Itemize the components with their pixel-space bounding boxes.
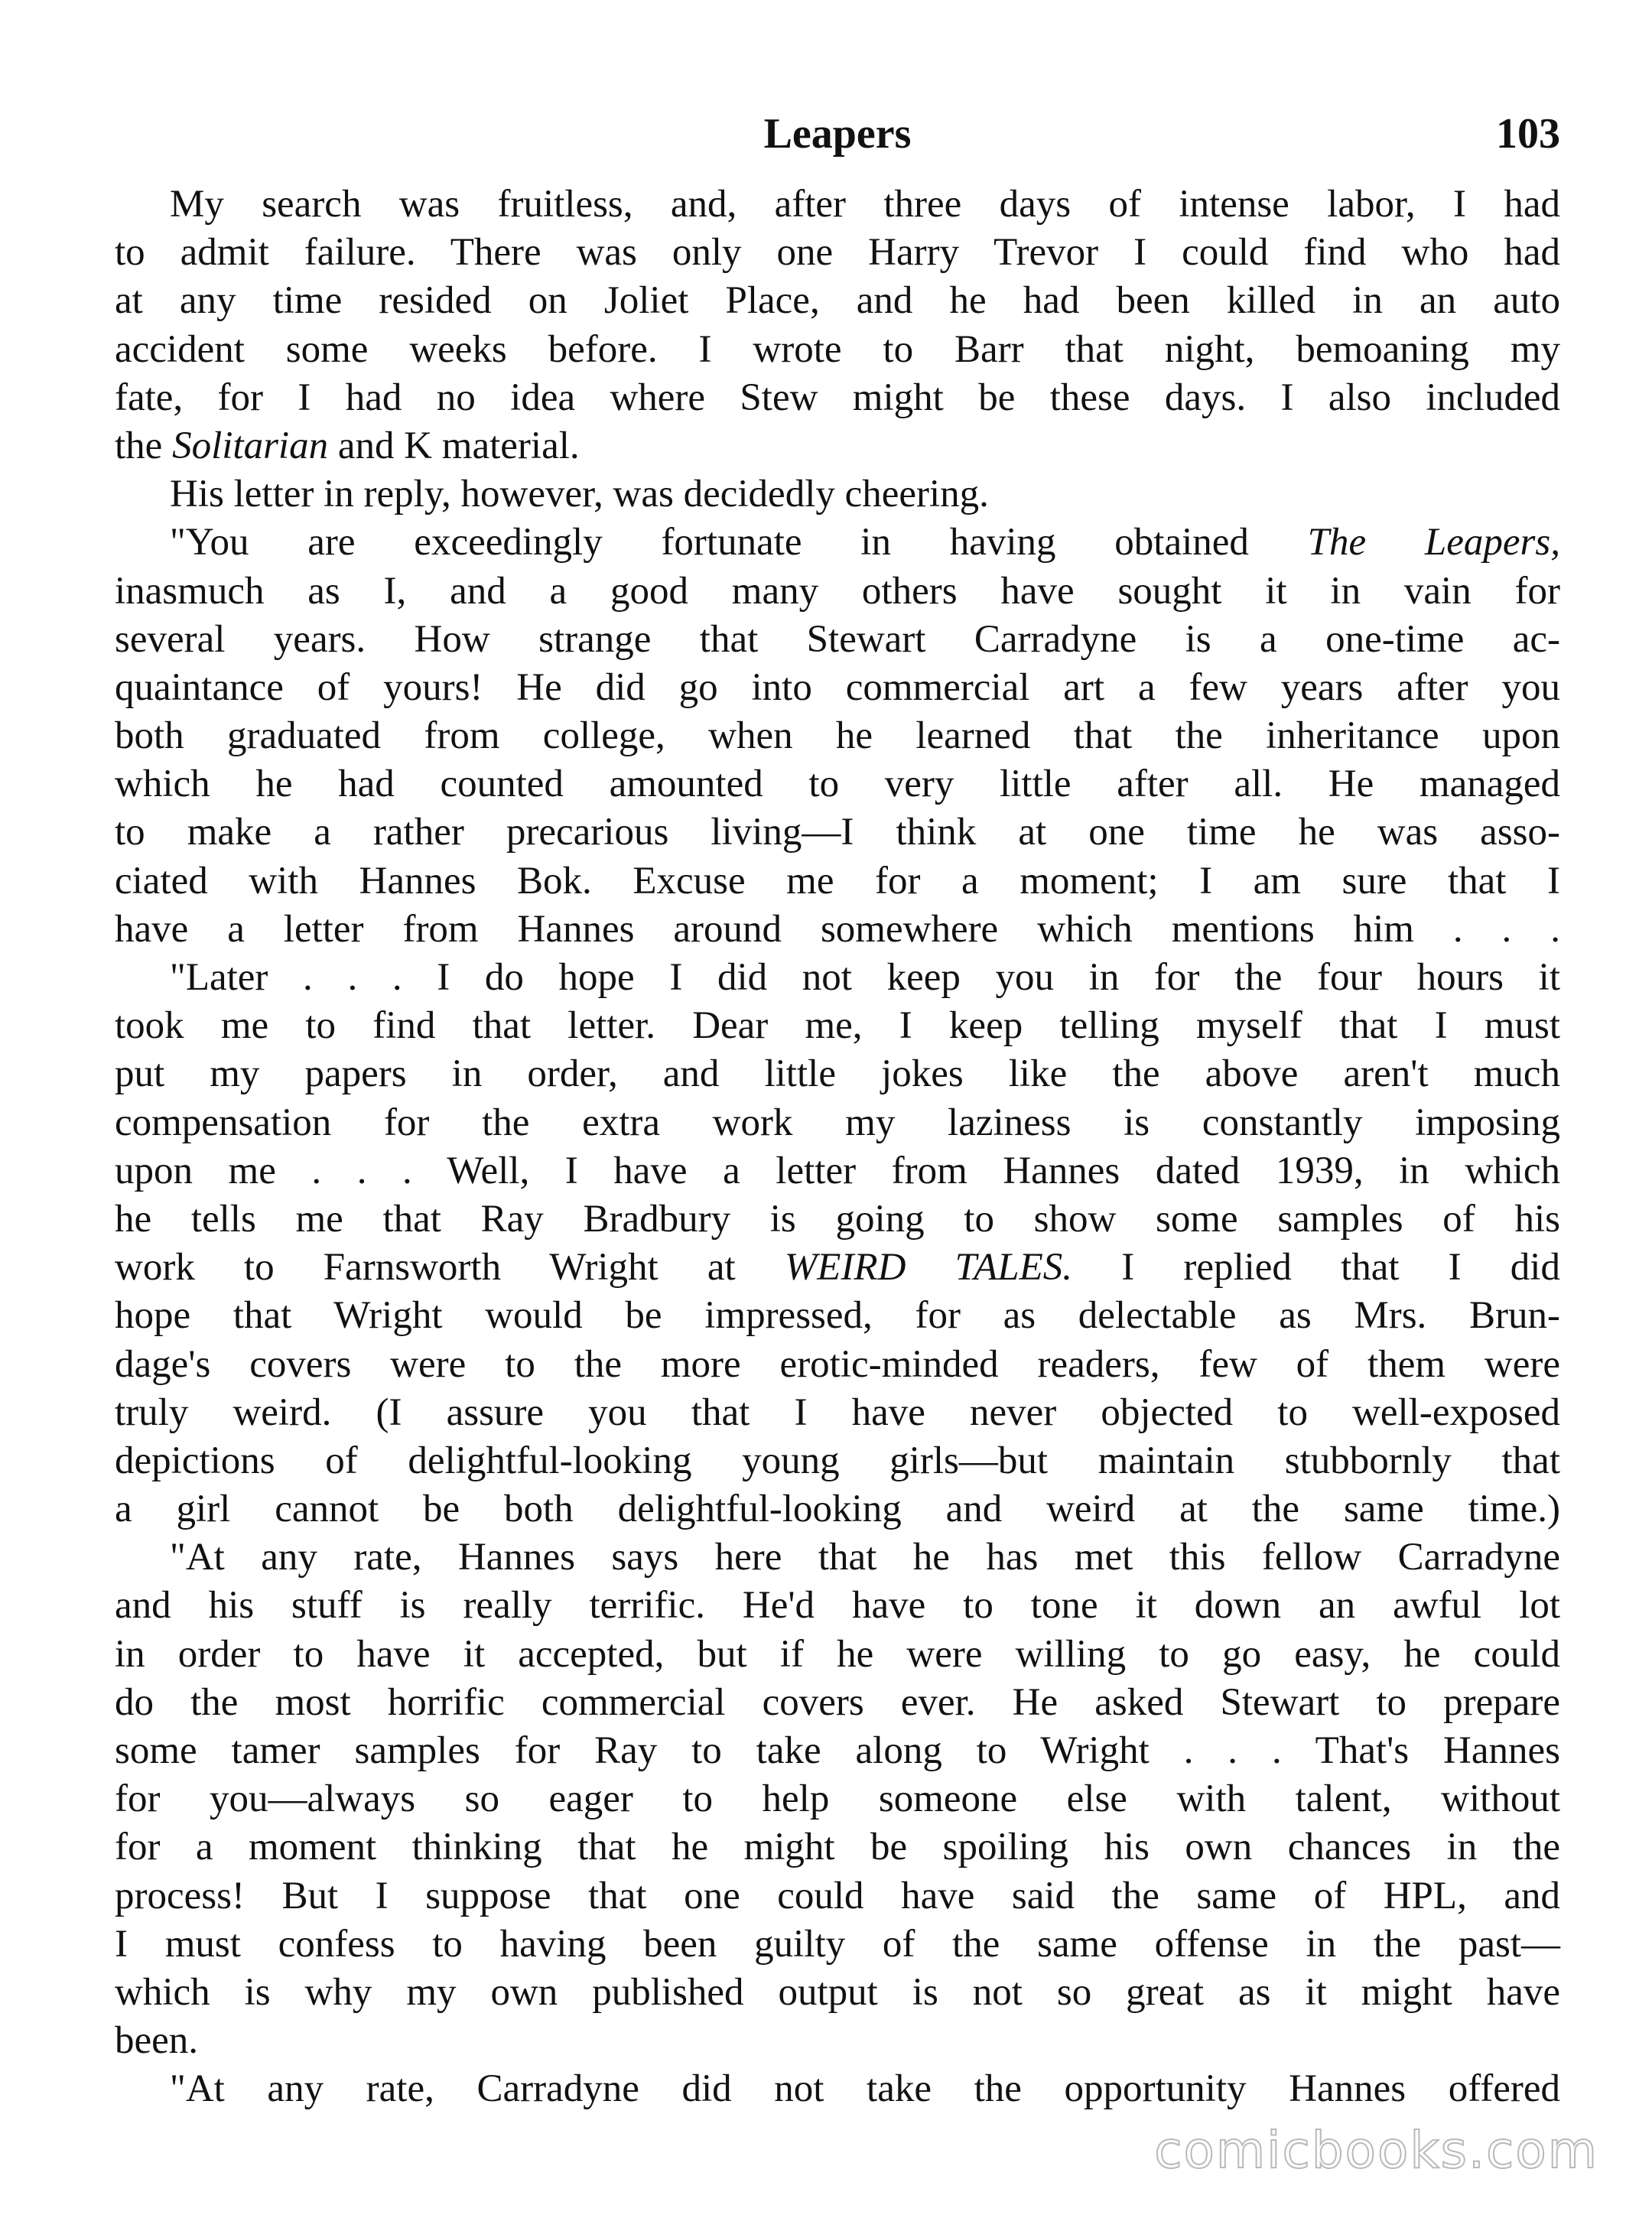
text-line: accident some weeks before. I wrote to Barr that night, bemoaning my: [115, 327, 1560, 371]
text-line: depictions of delightful-looking young girls—but maintain stubbornly that: [115, 1439, 1560, 1482]
text-line: a girl cannot be both delightful-looking and weird at the same time.): [115, 1488, 1560, 1531]
text-line: My search was fruitless, and, after three days of intense labor, I had: [170, 183, 1560, 226]
text-line: His letter in reply, however, was decidedly cheering.: [170, 473, 989, 516]
text-line: compensation for the extra work my laziness is constantly imposing: [115, 1101, 1560, 1144]
text-line: truly weird. (I assure you that I have never objected to well-exposed: [115, 1390, 1560, 1434]
text-line: and his stuff is really terrific. He'd have to tone it down an awful lot: [115, 1584, 1560, 1628]
text-line: "Later . . . I do hope I did not keep you in for the four hours it: [170, 956, 1560, 999]
text-line: at any time resided on Joliet Place, and he had been killed in an auto: [115, 279, 1560, 323]
text-line: some tamer samples for Ray to take along to Wright . . . That's Hannes: [115, 1729, 1560, 1772]
text-line: have a letter from Hannes around somewhere which mentions him . . .: [115, 907, 1560, 951]
text-line: several years. How strange that Stewart Carradyne is a one-time ac-: [115, 617, 1560, 661]
text-line: took me to find that letter. Dear me, I keep telling myself that I must: [115, 1004, 1560, 1048]
text-line: "At any rate, Carradyne did not take the opportunity Hannes offered: [170, 2067, 1560, 2111]
page-number: 103: [1496, 110, 1560, 158]
text-line: work to Farnsworth Wright at WEIRD TALES. I replied that I did: [115, 1246, 1560, 1289]
text-line: put my papers in order, and little jokes like the above aren't much: [115, 1052, 1560, 1096]
text-line: fate, for I had no idea where Stew might be these days. I also included: [115, 376, 1560, 419]
text-line: to admit failure. There was only one Harry Trevor I could find who had: [115, 231, 1560, 275]
text-line: which he had counted amounted to very little after all. He managed: [115, 763, 1560, 806]
watermark-logo: comicbooks.com: [1154, 2121, 1598, 2180]
text-line: been.: [115, 2019, 199, 2063]
body-text: [115, 180, 1560, 2114]
text-line: to make a rather precarious living—I think at one time he was asso-: [115, 811, 1560, 854]
text-line: upon me . . . Well, I have a letter from Hannes dated 1939, in which: [115, 1149, 1560, 1192]
text-line: "You are exceedingly fortunate in having obtained The Leapers,: [170, 521, 1560, 564]
running-head: [115, 107, 1560, 161]
text-line: he tells me that Ray Bradbury is going to show some samples of his: [115, 1197, 1560, 1241]
text-line: process! But I suppose that one could have said the same of HPL, and: [115, 1874, 1560, 1917]
text-line: "At any rate, Hannes says here that he has met this fellow Carradyne: [170, 1536, 1560, 1579]
running-title: Leapers: [763, 110, 912, 158]
text-line: dage's covers were to the more erotic-minded readers, few of them were: [115, 1342, 1560, 1386]
text-line: quaintance of yours! He did go into commercial art a few years after you: [115, 665, 1560, 709]
text-line: both graduated from college, when he learned that the inheritance upon: [115, 714, 1560, 758]
text-line: do the most horrific commercial covers ever. He asked Stewart to prepare: [115, 1680, 1560, 1724]
text-line: which is why my own published output is not so great as it might have: [115, 1970, 1560, 2014]
text-line: the Solitarian and K material.: [115, 424, 580, 467]
text-line: ciated with Hannes Bok. Excuse me for a moment; I am sure that I: [115, 859, 1560, 902]
text-line: hope that Wright would be impressed, for as delectable as Mrs. Brun-: [115, 1294, 1560, 1338]
text-line: in order to have it accepted, but if he were willing to go easy, he could: [115, 1632, 1560, 1676]
text-line: I must confess to having been guilty of the same offense in the past—: [115, 1922, 1560, 1966]
text-line: for a moment thinking that he might be spoiling his own chances in the: [115, 1826, 1560, 1869]
text-line: inasmuch as I, and a good many others have sought it in vain for: [115, 569, 1560, 613]
text-line: for you—always so eager to help someone else with talent, without: [115, 1777, 1560, 1821]
